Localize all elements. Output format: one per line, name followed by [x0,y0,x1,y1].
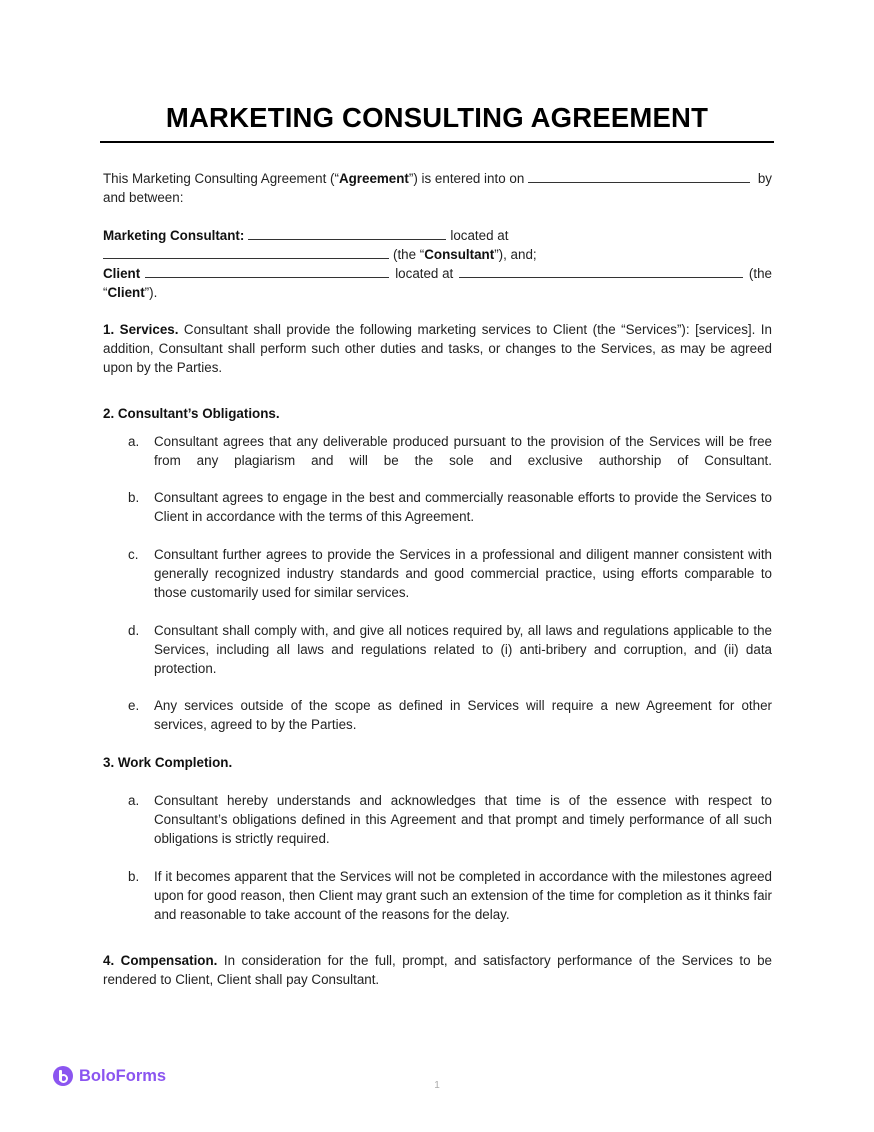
list-marker: b. [128,490,140,505]
client-the: (the [748,266,772,281]
obligation-item [128,488,772,526]
list-item-text: Consultant further agrees to provide the Services in a professional and diligent manner consistent with generally recognized industry standards and good commercial practice, using efforts comparable to those customarily used for similar services. [154,547,772,600]
list-marker: a. [128,434,140,449]
list-item-text: Consultant agrees that any deliverable produced pursuant to the provision of the Services will be free from any plagiarism and will be the sole and exclusive authorship of Consultant. [154,434,772,468]
parties-block [103,226,772,302]
section-work-completion-heading [103,753,772,772]
section-obligations-heading [103,404,772,423]
consultant-defined-term: Consultant [424,247,495,262]
intro-paragraph [103,169,772,207]
title-divider [100,141,774,143]
consultant-suffix-post: ”), and; [494,247,537,262]
list-marker: b. [128,869,140,884]
intro-middle: ”) is entered into on [408,171,525,186]
obligation-item [128,432,772,470]
client-close: ”). [144,285,158,300]
date-blank[interactable] [528,170,750,183]
list-marker: e. [128,698,140,713]
client-label: Client [103,266,141,281]
work-completion-item [128,867,772,924]
consultant-label: Marketing Consultant: [103,228,245,243]
consultant-address-blank[interactable] [103,246,389,259]
obligation-item [128,621,772,678]
section-services-heading: 1. Services. [103,322,179,337]
list-item-text: Any services outside of the scope as defined in Services will require a new Agreement for other services, agreed to by the Parties. [154,698,772,732]
section-compensation-heading: 4. Compensation. [103,953,218,968]
list-marker: a. [128,793,140,808]
list-item-text: If it becomes apparent that the Services will not be completed in accordance with the milestones agreed upon for good reason, then Client may grant such an extension of the time for completion as it thinks fair and reasonable to take account of the reasons for the delay. [154,869,772,922]
consultant-suffix-pre: (the “ [393,247,425,262]
section-obligations-title: 2. Consultant’s Obligations. [103,406,280,421]
client-name-blank[interactable] [145,265,389,278]
obligation-item [128,545,772,602]
list-item-text: Consultant hereby understands and acknowledges that time is of the essence with respect to Consultant’s obligations defined in this Agreement and that prompt and timely performance of all such obligations is strictly required. [154,793,772,846]
client-defined-term: Client [107,285,145,300]
section-work-completion-title: 3. Work Completion. [103,755,233,770]
boloforms-logo-icon [53,1066,73,1086]
client-open-quote: “ [103,285,108,300]
client-located-at: located at [395,266,454,281]
list-marker: d. [128,623,140,638]
page-number: 1 [434,1080,440,1091]
consultant-name-blank[interactable] [248,227,446,240]
boloforms-logo[interactable] [53,1066,166,1086]
intro-suffix: by [757,171,772,186]
intro-bold: Agreement [338,171,409,186]
section-compensation-text: In consideration for the full, prompt, and satisfactory performance of the Services to be rendered to Client, Client shall pay Consultant. [103,953,772,987]
intro-line2: and between: [103,190,184,205]
document-title: MARKETING CONSULTING AGREEMENT [165,102,709,133]
section-services-text: Consultant shall provide the following marketing services to Client (the “Services”): [services]. In addition, Consultant shall perform such other duties and tasks, or changes to the Services, as may be agreed upon by the Parties. [103,322,772,375]
section-services [103,320,772,377]
client-address-blank[interactable] [459,265,743,278]
consultant-located-at: located at [450,228,509,243]
obligation-item [128,696,772,734]
list-item-text: Consultant shall comply with, and give all notices required by, all laws and regulations applicable to the Services, including all laws and regulations related to (i) anti-bribery and corruption, and (ii) data protection. [154,623,772,676]
intro-prefix: This Marketing Consulting Agreement (“ [103,171,339,186]
brand-name: BoloForms [79,1066,167,1085]
list-marker: c. [128,547,139,562]
section-compensation [103,951,772,989]
work-completion-item [128,791,772,848]
list-item-text: Consultant agrees to engage in the best and commercially reasonable efforts to provide the Services to Client in accordance with the terms of this Agreement. [154,490,772,524]
